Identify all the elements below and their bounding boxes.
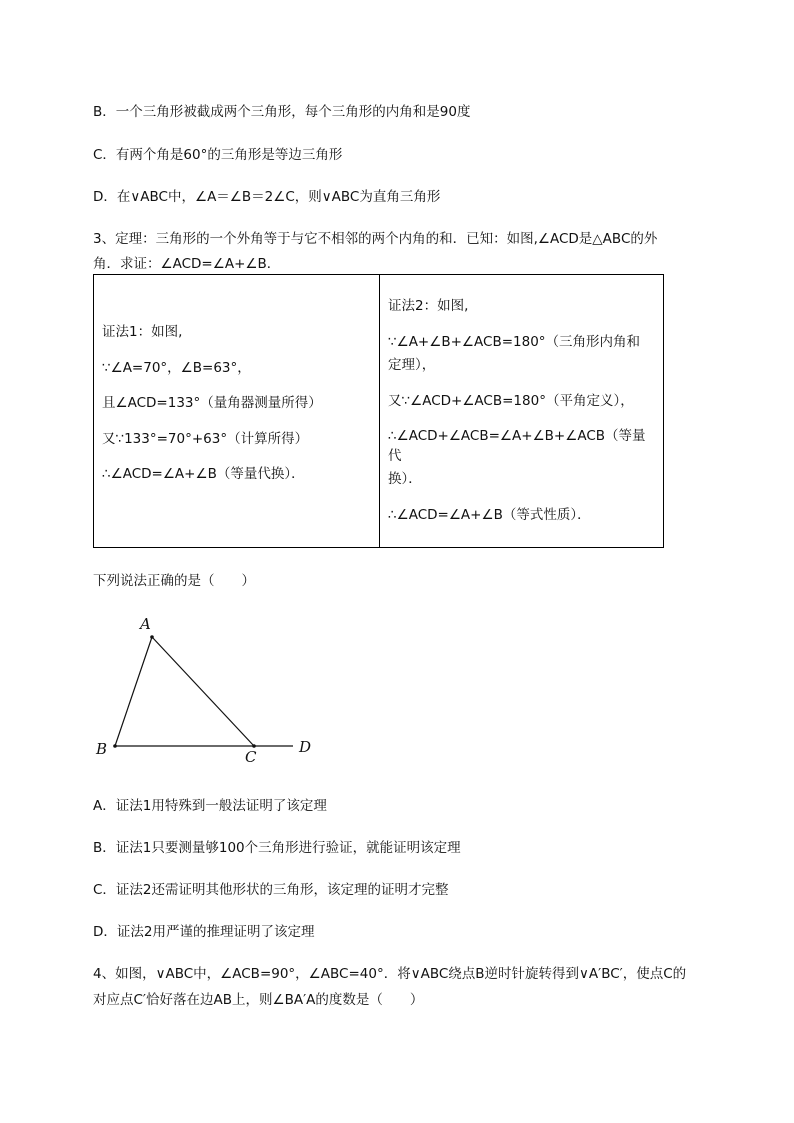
side-ac <box>152 637 254 746</box>
option-q3-c: C．证法2还需证明其他形状的三角形，该定理的证明才完整 <box>93 882 449 898</box>
proof-table <box>93 274 664 548</box>
proof2-line: ∴∠ACD=∠A+∠B（等式性质）． <box>388 506 591 523</box>
q4-stem-line2: 对应点C′恰好落在边AB上，则∠BA′A的度数是（ ） <box>93 992 424 1008</box>
option-q2-c: C．有两个角是60°的三角形是等边三角形 <box>93 147 343 163</box>
triangle-figure <box>90 610 330 770</box>
option-q2-b: B．一个三角形被截成两个三角形，每个三角形的内角和是90度 <box>93 104 471 120</box>
label-b: B <box>96 740 108 758</box>
proof2-line: 证法2：如图, <box>388 298 469 314</box>
side-ab <box>115 637 152 746</box>
option-q2-d: D．在∨ABC中，∠A＝∠B＝2∠C，则∨ABC为直角三角形 <box>93 189 441 205</box>
q3-prompt: 下列说法正确的是（ ） <box>93 573 255 589</box>
option-q3-a: A．证法1用特殊到一般法证明了该定理 <box>93 798 327 814</box>
proof2-cell <box>380 275 664 548</box>
proof2-line: 又∵∠ACD+∠ACB=180°（平角定义）， <box>388 392 634 409</box>
proof1-line: ∴∠ACD=∠A+∠B（等量代换）． <box>102 466 305 483</box>
label-c: C <box>245 748 257 766</box>
proof2-line: ∵∠A+∠B+∠ACB=180°（三角形内角和 <box>388 333 641 350</box>
proof1-cell <box>94 275 380 548</box>
proof1-line: 证法1：如图, <box>102 324 183 340</box>
q4-stem-line1: 4、如图，∨ABC中，∠ACB=90°，∠ABC=40°．将∨ABC绕点B逆时针旋转得到∨A′BC′，使点C的 <box>93 966 687 982</box>
option-q3-b: B．证法1只要测量够100个三角形进行验证，就能证明该定理 <box>93 840 461 856</box>
label-d: D <box>299 738 312 756</box>
proof1-line: ∵∠A=70°，∠B=63°， <box>102 359 251 376</box>
proof1-line: 且∠ACD=133°（量角器测量所得） <box>102 395 322 412</box>
point-a <box>150 635 154 639</box>
option-q3-d: D．证法2用严谨的推理证明了该定理 <box>93 924 315 940</box>
proof2-line: 定理）， <box>388 357 436 374</box>
label-a: A <box>140 615 151 633</box>
proof2-line: 换）． <box>388 471 422 488</box>
point-b <box>113 744 117 748</box>
q3-stem-line1: 3、定理：三角形的一个外角等于与它不相邻的两个内角的和．已知：如图,∠ACD是△ABC的外 <box>93 231 658 247</box>
proof1-line: 又∵133°=70°+63°（计算所得） <box>102 430 309 447</box>
proof2-line: ∴∠ACD+∠ACB=∠A+∠B+∠ACB（等量代 <box>388 428 646 464</box>
q3-stem-line2: 角．求证：∠ACD=∠A+∠B． <box>93 256 281 272</box>
